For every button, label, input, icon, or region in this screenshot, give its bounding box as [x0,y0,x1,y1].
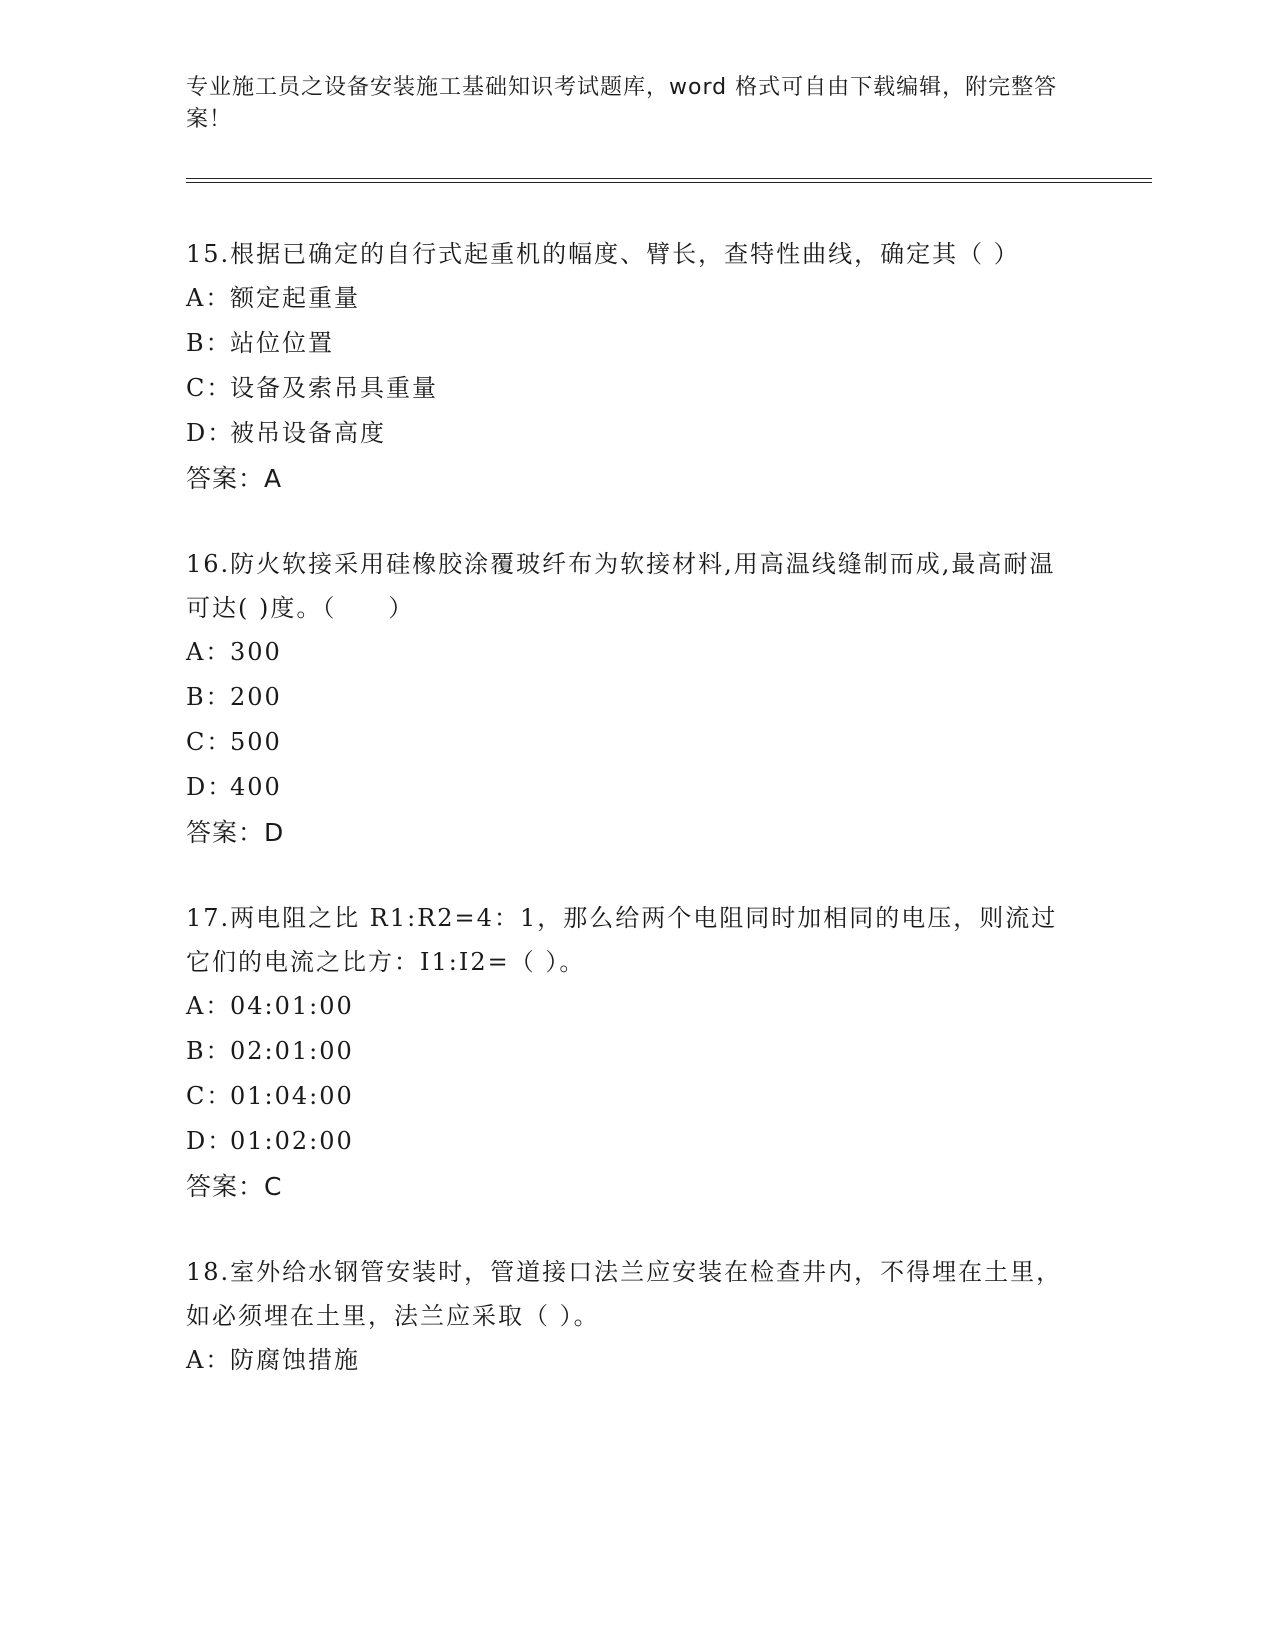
question-stem: 16.防火软接采用硅橡胶涂覆玻纤布为软接材料,用高温线缝制而成,最高耐温可达( )度。（ ） [186,550,1056,622]
option-key: A： [186,284,232,312]
question-18 [186,1250,1086,1383]
answer-line: 答案：D [186,818,285,847]
option-key: B： [186,329,232,357]
option-text: 02:01:00 [230,1037,354,1065]
option-d [186,411,1086,456]
option-c [186,720,1086,765]
header-text: 专业施工员之设备安装施工基础知识考试题库，word 格式可自由下载编辑，附完整答案！ [186,75,1058,132]
option-b [186,321,1086,366]
option-a [186,984,1086,1029]
option-key: A： [186,1346,232,1374]
answer-line: 答案：C [186,1172,283,1201]
option-text: 防腐蚀措施 [230,1346,360,1374]
question-stem: 15.根据已确定的自行式起重机的幅度、臂长，查特性曲线，确定其（ ） [186,240,1020,268]
option-text: 01:02:00 [230,1127,354,1155]
option-key: D： [186,773,234,801]
question-stem: 17.两电阻之比 R1:R2=4：1，那么给两个电阻同时加相同的电压，则流过它们的电流之比方：I1:I2=（ ）。 [186,904,1058,976]
option-key: D： [186,419,234,447]
option-text: 额定起重量 [230,284,360,312]
option-key: C： [186,1082,233,1110]
option-key: C： [186,728,233,756]
option-d [186,1119,1086,1164]
question-16 [186,542,1086,856]
question-list [186,232,1086,1423]
option-text: 500 [230,728,282,756]
option-a [186,630,1086,675]
option-d [186,765,1086,810]
option-key: A： [186,992,232,1020]
answer-line: 答案：A [186,464,283,493]
question-stem: 18.室外给水钢管安装时，管道接口法兰应安装在检查井内，不得埋在土里，如必须埋在土里，法兰应采取（ ）。 [186,1258,1063,1330]
option-c [186,366,1086,411]
option-text: 200 [230,683,282,711]
option-text: 设备及索吊具重量 [230,374,438,402]
option-key: D： [186,1127,234,1155]
option-text: 04:01:00 [230,992,354,1020]
header-divider-top [186,178,1152,179]
option-b [186,675,1086,720]
option-text: 400 [230,773,282,801]
option-a [186,1338,1086,1383]
option-text: 300 [230,638,282,666]
option-key: B： [186,683,232,711]
option-c [186,1074,1086,1119]
option-a [186,276,1086,321]
option-text: 01:04:00 [230,1082,354,1110]
option-key: A： [186,638,232,666]
option-b [186,1029,1086,1074]
option-text: 站位位置 [230,329,334,357]
header-divider-bottom [186,182,1152,183]
option-key: C： [186,374,233,402]
option-text: 被吊设备高度 [230,419,386,447]
question-17 [186,896,1086,1210]
question-15 [186,232,1086,502]
option-key: B： [186,1037,232,1065]
